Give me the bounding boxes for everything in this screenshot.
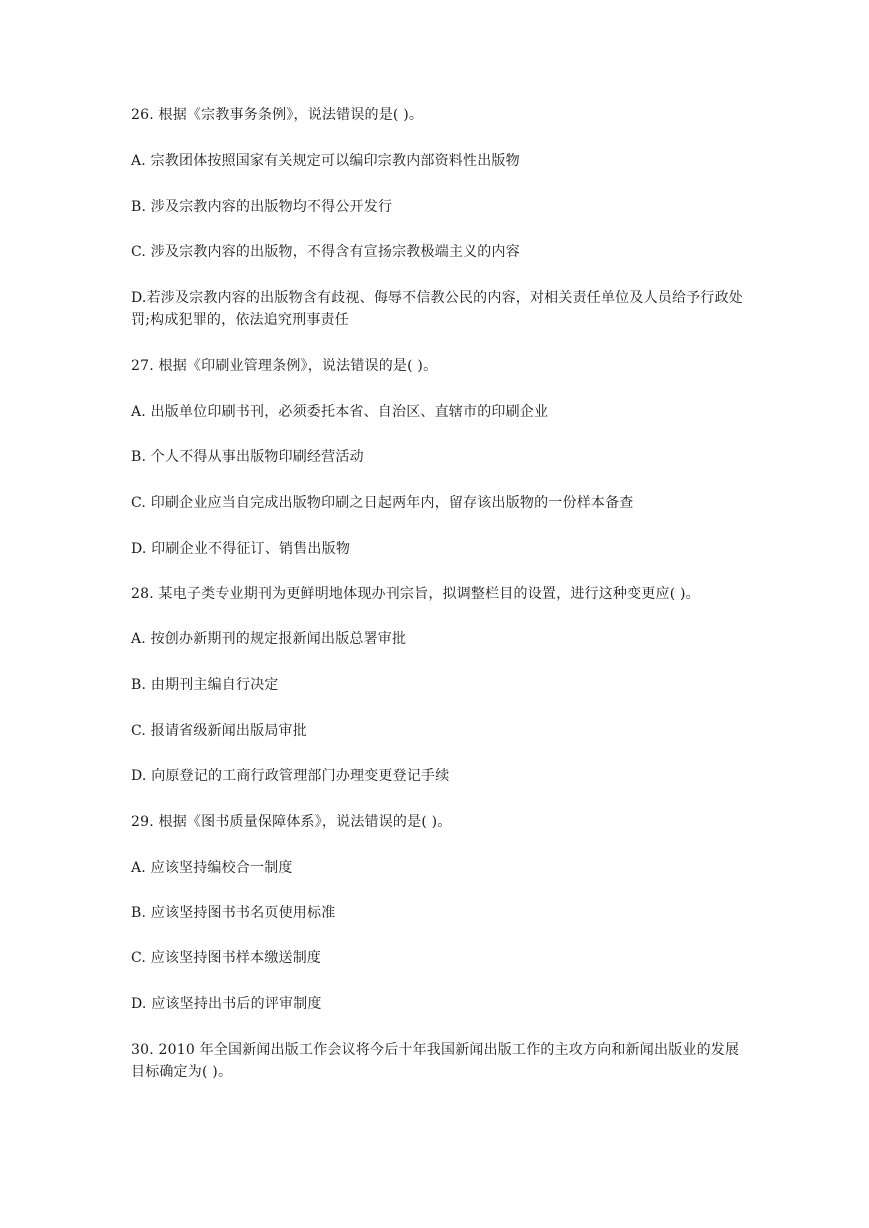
question-27-option-c: C. 印刷企业应当自完成出版物印刷之日起两年内，留存该出版物的一份样本备查	[131, 495, 634, 511]
question-27-stem: 27. 根据《印刷业管理条例》，说法错误的是( )。	[131, 358, 438, 374]
question-26-option-a: A. 宗教团体按照国家有关规定可以编印宗教内部资料性出版物	[131, 153, 520, 169]
question-28-option-c: C. 报请省级新闻出版局审批	[131, 723, 307, 739]
question-30-stem: 30. 2010 年全国新闻出版工作会议将今后十年我国新闻出版工作的主攻方向和新闻出版业的发展目标确定为( )。	[131, 1042, 740, 1080]
question-28-option-b: B. 由期刊主编自行决定	[131, 677, 279, 693]
question-29-option-b: B. 应该坚持图书书名页使用标准	[131, 905, 336, 921]
question-26-option-c: C. 涉及宗教内容的出版物，不得含有宣扬宗教极端主义的内容	[131, 244, 520, 260]
question-26-option-b: B. 涉及宗教内容的出版物均不得公开发行	[131, 199, 393, 215]
question-27-option-d: D. 印刷企业不得征订、销售出版物	[131, 541, 351, 557]
question-27-option-a: A. 出版单位印刷书刊，必须委托本省、自治区、直辖市的印刷企业	[131, 404, 549, 420]
question-28-stem: 28. 某电子类专业期刊为更鲜明地体现办刊宗旨，拟调整栏目的设置，进行这种变更应( )。	[131, 586, 700, 602]
question-29-option-d: D. 应该坚持出书后的评审制度	[131, 996, 322, 1012]
question-27-option-b: B. 个人不得从事出版物印刷经营活动	[131, 449, 364, 465]
question-29-option-a: A. 应该坚持编校合一制度	[131, 860, 293, 876]
question-29-option-c: C. 应该坚持图书样本缴送制度	[131, 950, 322, 966]
question-28-option-d: D. 向原登记的工商行政管理部门办理变更登记手续	[131, 768, 450, 784]
question-26-option-d: D.若涉及宗教内容的出版物含有歧视、侮辱不信教公民的内容，对相关责任单位及人员给予行政处罚;构成犯罪的，依法追究刑事责任	[131, 290, 743, 328]
question-26-stem: 26. 根据《宗教事务条例》，说法错误的是( )。	[131, 107, 424, 123]
question-29-stem: 29. 根据《图书质量保障体系》，说法错误的是( )。	[131, 814, 452, 830]
question-28-option-a: A. 按创办新期刊的规定报新闻出版总署审批	[131, 631, 407, 647]
